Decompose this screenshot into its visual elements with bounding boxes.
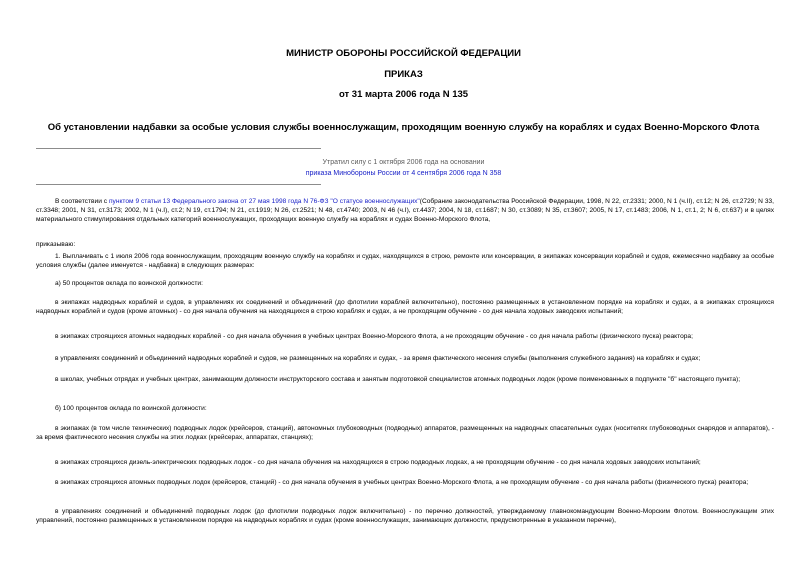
paragraph-b-2: в экипажах строящихся дизель-электрических подводных лодок - со дня начала обучения на находящихся в строю подводных лодках, а не проходящим обучение - со дня начала ходовых заводских испытаний; bbox=[55, 459, 701, 466]
paragraph-a-1: в экипажах надводных кораблей и судов, в управлениях их соединений и объединений (до флотилии кораблей включительно), постоянно размещенных в установленном порядке на кораблях и судах, а в экипажах строящихся надводных кораблей и судов (кроме атомных) - со дня начала обучения на находящихся в строю кораблях и судах, а не проходящим обучение - со дня начала ходовых заводских испытаний; bbox=[36, 299, 774, 315]
bottom-divider bbox=[36, 184, 321, 185]
status-note-link-line bbox=[0, 169, 807, 178]
date-number-heading: от 31 марта 2006 года N 135 bbox=[338, 89, 469, 100]
preamble-lead: В соответствии с bbox=[55, 198, 109, 205]
subparagraph-a: а) 50 процентов оклада по воинской должности: bbox=[55, 280, 203, 287]
document-title: Об установлении надбавки за особые условия службы военнослужащим, проходящим военную службу на кораблях и судах Военно-Морского Флота bbox=[47, 122, 760, 133]
order-word: приказываю: bbox=[36, 241, 76, 248]
ministry-heading: МИНИСТР ОБОРОНЫ РОССИЙСКОЙ ФЕДЕРАЦИИ bbox=[286, 48, 521, 59]
paragraph-b-3: в экипажах строящихся атомных подводных лодок (крейсеров, станций) - со дня начала обучения в учебных центрах Военно-Морского Флота, а не проходящим обучение - со дня начала работы (физического пуска) реактора; bbox=[55, 479, 749, 486]
preamble-paragraph bbox=[36, 197, 774, 224]
top-divider bbox=[36, 148, 321, 149]
subparagraph-b: б) 100 процентов оклада по воинской должности: bbox=[55, 405, 207, 412]
paragraph-a-3: в управлениях соединений и объединений надводных кораблей и судов, не размещенных на кораблях и судах, - за время фактического несения службы (выполнения служебного задания) на кораблях и судах; bbox=[55, 355, 701, 362]
doc-type-heading: ПРИКАЗ bbox=[384, 69, 423, 80]
paragraph-b-4: в управлениях соединений и объединений подводных лодок (до флотилии подводных лодок включительно) - по перечню должностей, утверждаемому главнокомандующим Военно-Морским Флотом. Военнослужащим этих управлений, постоянно размещенных в установленном порядке на надводных кораблях и судах (кроме военнослужащих, занимающих должности, предусмотренные в указанном перечне), bbox=[36, 508, 774, 524]
paragraph-a-4: в школах, учебных отрядах и учебных центрах, занимающим должности инструкторского состава и занятым подготовкой специалистов атомных подводных лодок (кроме поименованных в подпункте "б" настоящего пункта); bbox=[55, 376, 741, 383]
repeal-order-link[interactable]: приказа Минобороны России от 4 сентября 2006 года N 358 bbox=[305, 170, 502, 177]
federal-law-link[interactable]: пунктом 9 статьи 13 Федерального закона от 27 мая 1998 года N 76-ФЗ "О статусе военнослужащих" bbox=[108, 198, 420, 205]
paragraph-b-1: в экипажах (в том числе технических) подводных лодок (крейсеров, станций), автономных глубоководных (подводных) аппаратов, размещенных на надводных спасательных судах (носителях глубоководных снарядов и аппаратов), - за время фактического несения службы на этих лодках (крейсерах, аппаратах, станциях); bbox=[36, 425, 774, 441]
paragraph-1: 1. Выплачивать с 1 июля 2006 года военнослужащим, проходящим военную службу на кораблях и судах, находящихся в строю, ремонте или консервации, в экипажах консервации кораблей и судов, ежемесячно надбавку за особые условия службы (далее именуется - надбавка) в следующих размерах: bbox=[36, 253, 774, 269]
status-note-text: Утратил силу с 1 октября 2006 года на основании bbox=[322, 159, 485, 166]
paragraph-a-2: в экипажах строящихся атомных надводных кораблей - со дня начала обучения в учебных центрах Военно-Морского Флота, а не проходящим обучение - со дня начала работы (физического пуска) реактора; bbox=[55, 333, 693, 340]
preamble-rest: (Собрание законодательства Российской Федерации, 1998, N 22, ст.2331; 2000, N 1 (ч.II), ст.12; N 26, ст.2729; N 33, ст.3348; 2001, N 31, ст.3173; 2002, N 1 (ч.I), ст.2; N 19, ст.1794; N 21, ст.1919; N 26, ст.2521; N 48, ст.4740; 2003, N 46 (ч.I), ст.4437; 2004, N 18, ст.1687; N 30, ст.3089; N 35, ст.3607; 2005, N 17, ст.1483; 2006, N 1, ст.1, 2; N 6, ст.637) и в целях материального стимулирования отдельных категорий военнослужащих, проходящих военную службу на кораблях и судах Военно-Морского Флота, bbox=[36, 198, 774, 223]
